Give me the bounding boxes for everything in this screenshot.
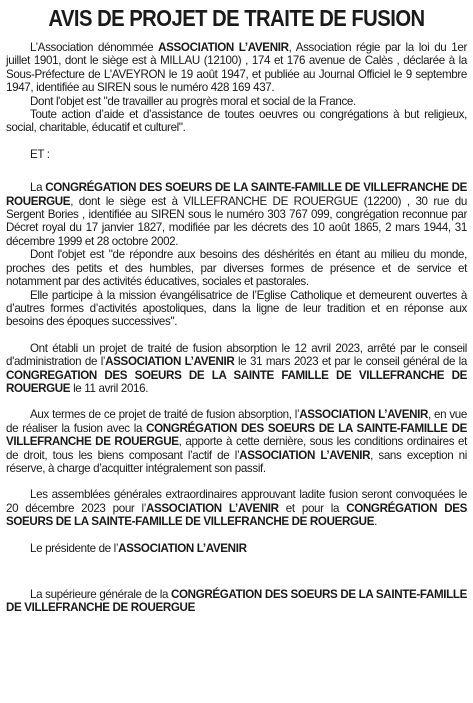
text: , apporte à cette dernière, sous les conditions ordinaires et de droit, tous les biens composant l’actif de l’ (6, 435, 468, 462)
text: Le présidente de l’ (30, 541, 119, 555)
paragraph-assemblies (6, 488, 467, 528)
text: , Association régie par la loi du 1er juillet 1901, dont le siège est à MILLAU (12100) , 174 et 176 avenue de Calès , déclarée à la Sous-Préfecture de L'AVEYRON le 19 août 1947, et publiée au Journal Officiel le 9 septembre 1947, identifiée au SIREN sous le numéro 428 169 437. (6, 41, 467, 95)
signature-superior (6, 588, 467, 615)
paragraph-terms (6, 408, 467, 475)
entity-name: CONGREGATION DES SOEURS DE LA SAINTE FAMILLE DE VILLEFRANCHE DE ROUERGUE (6, 368, 467, 395)
text: La supérieure générale de la (30, 588, 171, 601)
entity-name: ASSOCIATION L’AVENIR (145, 501, 279, 515)
paragraph-project-established (6, 342, 467, 396)
signature-president (6, 542, 467, 555)
text: Aux termes de ce projet de traité de fusion absorption, l’ (30, 408, 300, 422)
text: , dont le siège est à VILLEFRANCHE DE ROUERGUE (12200) , 30 rue du Sergent Bories , identifiée au SIREN sous le numéro 303 767 099, congrégation reconnue par Décret royal du 17 janvier 1827, modifiée par les décrets des 10 août 1865, 2 mars 1944, 31 décembre 1999 et 28 octobre 2002. (6, 194, 467, 248)
paragraph-object-2: Toute action d’aide et d’assistance de toutes oeuvres ou congrégations à but religieux, social, charitable, éducatif et culturel". (6, 108, 467, 135)
entity-name: ASSOCIATION L’AVENIR (299, 408, 428, 422)
text: , sans exception ni réserve, à charge d’acquitter intégralement son passif. (6, 448, 467, 475)
paragraph-congregation (6, 181, 467, 248)
entity-name: CONGRÉGATION DES SOEURS DE LA SAINTE-FAMILLE DE VILLEFRANCHE DE ROUERGUE (6, 588, 467, 615)
entity-name: ASSOCIATION L’AVENIR (239, 448, 371, 462)
text: Les assemblées générales extraordinaires approuvant ladite fusion seront convoquées le 20 décembre 2023 pour l’ (6, 488, 467, 515)
paragraph-object-1: Dont l'objet est "de travailler au progrès moral et social de la France. (30, 94, 356, 108)
paragraph-et: ET : (30, 147, 50, 161)
paragraph-association-lavenir (6, 41, 467, 95)
entity-name: ASSOCIATION L’AVENIR (105, 355, 235, 369)
notice-body (6, 41, 467, 615)
entity-name: ASSOCIATION L’AVENIR (158, 41, 289, 54)
entity-name: ASSOCIATION L’AVENIR (118, 541, 247, 555)
text: le 31 mars 2023 et par le conseil général de la (234, 355, 468, 369)
text: Ont établi un projet de traité de fusion absorption le 12 avril 2023, arrêté par le conseil d'administration de l’ (6, 341, 467, 369)
notice-title: AVIS DE PROJET DE TRAITE DE FUSION (48, 5, 425, 31)
text: le 11 avril 2016. (70, 381, 149, 395)
text: La (30, 181, 46, 195)
entity-name: CONGRÉGATION DES SOEURS DE LA SAINTE-FAMILLE DE VILLEFRANCHE DE ROUERGUE (6, 181, 467, 208)
text: . (374, 515, 377, 529)
entity-name: CONGRÉGATION DES SOEURS DE LA SAINTE-FAMILLE DE VILLEFRANCHE DE ROUERGUE (6, 501, 467, 529)
paragraph-object-4: Elle participe à la mission évangélisatrice de l’Eglise Catholique et demeurent ouvertes à d’autres formes d’activités apostoliques, dans la ligne de leur tradition et en réponse aux besoins des époques successives". (6, 288, 467, 329)
text: L’Association dénommée (30, 41, 159, 54)
paragraph-object-3: Dont l'objet est "de répondre aux besoins des déshérités en étant au milieu du monde, proches des petits et des humbles, par diverses formes de présence et de service et notamment par des activités éducatives, sociales et pastorales. (6, 248, 467, 289)
text: et pour la (278, 501, 347, 515)
text: , en vue de réaliser la fusion avec la (6, 408, 468, 435)
entity-name: CONGRÉGATION DES SOEURS DE LA SAINTE-FAMILLE DE VILLEFRANCHE DE ROUERGUE (6, 421, 467, 449)
